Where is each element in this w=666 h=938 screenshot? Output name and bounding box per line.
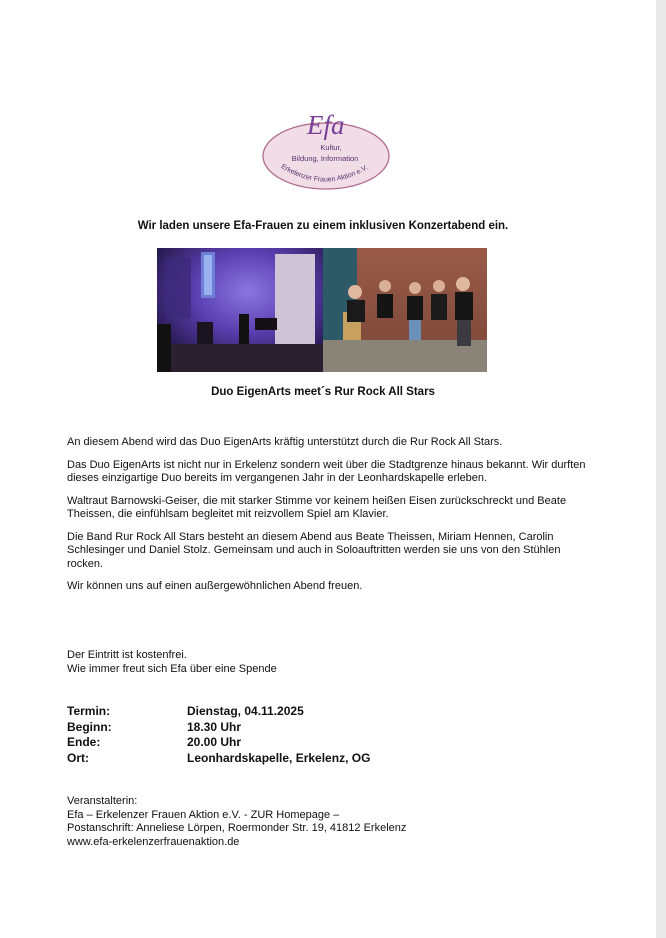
- paragraph: An diesem Abend wird das Duo EigenArts kräftig unterstützt durch die Rur Rock All Stars.: [67, 436, 503, 448]
- paragraph: Waltraut Barnowski-Geiser, die mit starker Stimme vor keinem heißen Eisen zurückschreckt und Beate Theissen, die einfühlsam begleitet mit reizvollem Spiel am Klavier.: [67, 494, 567, 520]
- detail-row-beginn: [67, 720, 370, 736]
- detail-row-ort: [67, 751, 370, 767]
- detail-label: Ort:: [67, 750, 89, 765]
- logo-brand: Efa: [307, 110, 345, 140]
- detail-row-termin: [67, 704, 370, 720]
- organizer-block: [67, 795, 406, 849]
- logo-line1: Kultur,: [320, 143, 342, 152]
- photo-chapel-stage: [157, 248, 323, 372]
- detail-label: Ende:: [67, 735, 101, 749]
- detail-label: Beginn:: [67, 719, 112, 734]
- detail-value: Leonhardskapelle, Erkelenz, OG: [187, 750, 371, 765]
- concert-title: Duo EigenArts meet´s Rur Rock All Stars: [211, 386, 435, 398]
- organizer-name: Efa – Erkelenzer Frauen Aktion e.V. - ZUR Homepage –: [67, 808, 340, 821]
- page-edge-shadow: [656, 0, 666, 938]
- paragraph: Die Band Rur Rock All Stars besteht an diesem Abend aus Beate Theissen, Miriam Hennen, Carolin Schlesinger und Daniel Stolz. Gemeinsam und auch in Soloauftritten werden sie uns von den Stühlen rocken.: [67, 530, 561, 570]
- concert-photos: [157, 248, 487, 372]
- headline: Wir laden unsere Efa-Frauen zu einem inklusiven Konzertabend ein.: [137, 220, 509, 232]
- detail-row-ende: [67, 735, 370, 751]
- detail-value: 20.00 Uhr: [187, 735, 242, 749]
- organizer-website: www.efa-erkelenzerfrauenaktion.de: [67, 835, 240, 848]
- paragraph: Wir können uns auf einen außergewöhnlichen Abend freuen.: [67, 580, 363, 592]
- detail-value: Dienstag, 04.11.2025: [187, 704, 304, 718]
- organizer-heading: Veranstalterin:: [67, 795, 138, 807]
- description: [67, 436, 587, 603]
- logo-line2: Bildung, Information: [291, 154, 359, 163]
- event-details: [67, 704, 370, 766]
- efa-logo: [259, 104, 393, 192]
- donation-line: Wie immer freut sich Efa über eine Spende: [67, 662, 277, 675]
- organizer-address: Postanschrift: Anneliese Lörpen, Roermonder Str. 19, 41812 Erkelenz: [67, 822, 407, 834]
- logo-arc: Erkelenzer Frauen Aktion e.V.: [279, 163, 370, 184]
- detail-label: Termin:: [67, 704, 111, 718]
- photo-band: [323, 248, 487, 372]
- admission-note: [67, 649, 277, 676]
- admission-line: Der Eintritt ist kostenfrei.: [67, 649, 187, 661]
- detail-value: 18.30 Uhr: [187, 719, 242, 734]
- paragraph: Das Duo EigenArts ist nicht nur in Erkelenz sondern weit über die Stadtgrenze hinaus bekannt. Wir durften dieses einzigartige Duo bereits im vergangenen Jahr in der Leonhardskapelle erleben.: [67, 458, 586, 484]
